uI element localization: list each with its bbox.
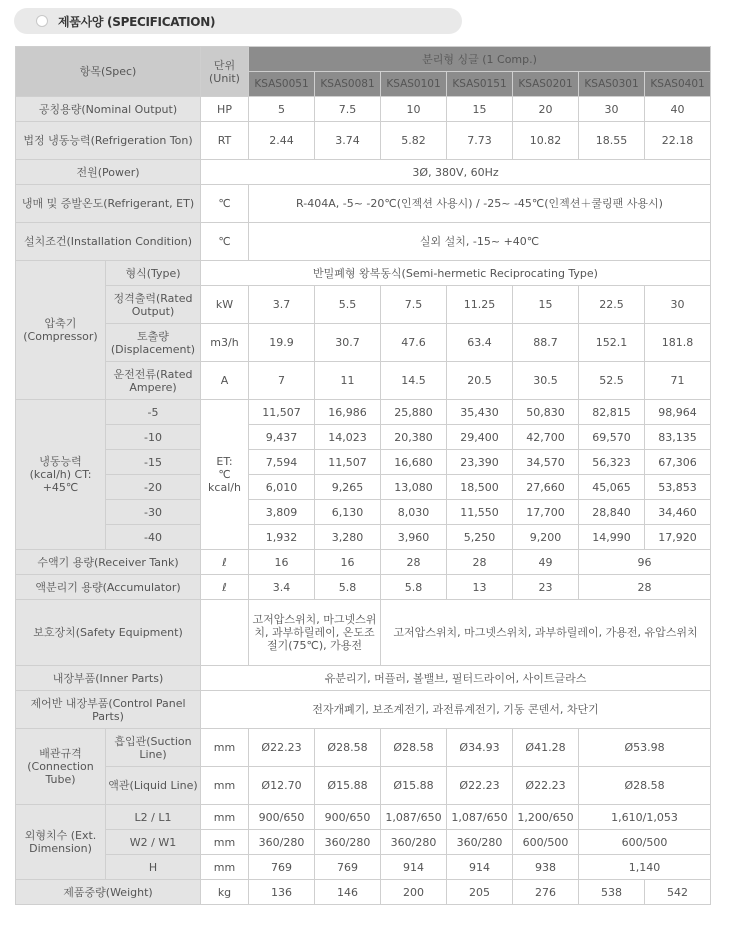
value-cell: 15 <box>447 97 513 122</box>
value-cell: 88.7 <box>513 324 579 362</box>
row-installation <box>16 223 711 261</box>
row-compressor-type <box>16 261 711 286</box>
value-cell: 28,840 <box>579 500 645 525</box>
row-capacity <box>16 450 711 475</box>
value-cell: 22.5 <box>579 286 645 324</box>
value-cell: 900/650 <box>249 805 315 830</box>
value-cell: 17,920 <box>645 525 711 550</box>
header-group: 분리형 싱글 (1 Comp.) <box>249 47 711 72</box>
value-inner-parts: 유분리기, 머플러, 볼밸브, 필터드라이어, 사이트글라스 <box>201 666 711 691</box>
value-cell: 42,700 <box>513 425 579 450</box>
header-unit: 단위 (Unit) <box>201 47 249 97</box>
value-cell: Ø53.98 <box>579 729 711 767</box>
label-dimension-h: H <box>106 855 201 880</box>
value-cell: 17,700 <box>513 500 579 525</box>
value-refrigerant: R-404A, -5~ -20℃(인젝션 사용시) / -25~ -45℃(인젝션＋쿨링팬 사용시) <box>249 185 711 223</box>
row-weight <box>16 880 711 905</box>
value-cell: 49 <box>513 550 579 575</box>
value-cell: 360/280 <box>315 830 381 855</box>
value-cell: 19.9 <box>249 324 315 362</box>
value-cell: 938 <box>513 855 579 880</box>
value-cell: Ø28.58 <box>381 729 447 767</box>
row-power <box>16 160 711 185</box>
value-cell: 3.74 <box>315 122 381 160</box>
value-cell: 20,380 <box>381 425 447 450</box>
section-title-bar <box>14 8 462 34</box>
value-cell: 5 <box>249 97 315 122</box>
value-cell: 28 <box>381 550 447 575</box>
value-cell: 22.18 <box>645 122 711 160</box>
row-control-parts <box>16 691 711 729</box>
unit-cell: kW <box>201 286 249 324</box>
value-power: 3Ø, 380V, 60Hz <box>201 160 711 185</box>
row-dimension-h <box>16 855 711 880</box>
value-cell: 769 <box>249 855 315 880</box>
unit-cell: RT <box>201 122 249 160</box>
value-cell: 205 <box>447 880 513 905</box>
value-cell: 5.82 <box>381 122 447 160</box>
value-control-parts: 전자개폐기, 보조계전기, 과전류계전기, 기동 콘덴서, 차단기 <box>201 691 711 729</box>
spec-table <box>15 46 711 905</box>
value-cell: Ø41.28 <box>513 729 579 767</box>
value-cell: 360/280 <box>249 830 315 855</box>
unit-cell: mm <box>201 767 249 805</box>
value-cell: 3.7 <box>249 286 315 324</box>
value-cell: Ø34.93 <box>447 729 513 767</box>
value-cell: 30 <box>579 97 645 122</box>
value-cell: 146 <box>315 880 381 905</box>
value-cell: 30 <box>645 286 711 324</box>
model-header: KSAS0101 <box>381 72 447 97</box>
value-cell: Ø12.70 <box>249 767 315 805</box>
row-inner-parts <box>16 666 711 691</box>
value-cell: 1,087/650 <box>447 805 513 830</box>
unit-cell: ℃ <box>201 185 249 223</box>
value-cell: Ø22.23 <box>513 767 579 805</box>
row-safety-equipment <box>16 600 711 666</box>
value-cell: 8,030 <box>381 500 447 525</box>
et-label: -40 <box>106 525 201 550</box>
value-cell: 769 <box>315 855 381 880</box>
label-compressor-type: 형식(Type) <box>106 261 201 286</box>
row-refrigeration-ton <box>16 122 711 160</box>
value-cell: 47.6 <box>381 324 447 362</box>
value-cell: 14,990 <box>579 525 645 550</box>
value-cell: Ø15.88 <box>381 767 447 805</box>
value-cell: 18,500 <box>447 475 513 500</box>
value-cell: 7,594 <box>249 450 315 475</box>
row-capacity <box>16 400 711 425</box>
unit-cell: mm <box>201 855 249 880</box>
label-power: 전원(Power) <box>16 160 201 185</box>
value-cell: 11,507 <box>249 400 315 425</box>
value-cell: 20 <box>513 97 579 122</box>
value-cell: 11.25 <box>447 286 513 324</box>
value-cell: 10.82 <box>513 122 579 160</box>
unit-cell: kg <box>201 880 249 905</box>
row-capacity <box>16 525 711 550</box>
value-cell: 181.8 <box>645 324 711 362</box>
row-nominal-output <box>16 97 711 122</box>
row-dimension-w <box>16 830 711 855</box>
section-title: 제품사양 (SPECIFICATION) <box>58 15 216 29</box>
value-cell: 96 <box>579 550 711 575</box>
unit-cell: ℓ <box>201 550 249 575</box>
value-cell: 600/500 <box>513 830 579 855</box>
value-cell: 28 <box>579 575 711 600</box>
row-receiver-tank <box>16 550 711 575</box>
label-connection-tube: 배관규격 (Connection Tube) <box>16 729 106 805</box>
row-capacity <box>16 425 711 450</box>
value-cell: 83,135 <box>645 425 711 450</box>
et-label: -15 <box>106 450 201 475</box>
unit-cell: ℓ <box>201 575 249 600</box>
value-cell: 23,390 <box>447 450 513 475</box>
unit-cell: mm <box>201 830 249 855</box>
label-rated-output: 정격출력(Rated Output) <box>106 286 201 324</box>
model-header: KSAS0201 <box>513 72 579 97</box>
value-cell: 3,280 <box>315 525 381 550</box>
value-cell: 1,140 <box>579 855 711 880</box>
unit-cell <box>201 600 249 666</box>
row-rated-output <box>16 286 711 324</box>
value-cell: 71 <box>645 362 711 400</box>
value-cell: 63.4 <box>447 324 513 362</box>
model-header: KSAS0301 <box>579 72 645 97</box>
label-dimension-l: L2 / L1 <box>106 805 201 830</box>
value-cell: 14,023 <box>315 425 381 450</box>
row-displacement <box>16 324 711 362</box>
value-cell: 200 <box>381 880 447 905</box>
value-cell: 538 <box>579 880 645 905</box>
value-cell: 28 <box>447 550 513 575</box>
value-cell: 30.5 <box>513 362 579 400</box>
value-cell: 360/280 <box>381 830 447 855</box>
value-cell: 16,680 <box>381 450 447 475</box>
value-cell: 13,080 <box>381 475 447 500</box>
value-cell: 914 <box>447 855 513 880</box>
value-cell: 5.8 <box>381 575 447 600</box>
value-cell: 276 <box>513 880 579 905</box>
value-cell: 5,250 <box>447 525 513 550</box>
label-rated-ampere: 운전전류(Rated Ampere) <box>106 362 201 400</box>
label-safety-equipment: 보호장치(Safety Equipment) <box>16 600 201 666</box>
label-capacity: 냉동능력 (kcal/h) CT: +45℃ <box>16 400 106 550</box>
value-cell: 52.5 <box>579 362 645 400</box>
value-cell: 67,306 <box>645 450 711 475</box>
value-cell: 16 <box>315 550 381 575</box>
value-cell: 69,570 <box>579 425 645 450</box>
value-cell: 45,065 <box>579 475 645 500</box>
label-compressor: 압축기 (Compressor) <box>16 261 106 400</box>
value-cell: 56,323 <box>579 450 645 475</box>
value-cell: 13 <box>447 575 513 600</box>
label-dimension-w: W2 / W1 <box>106 830 201 855</box>
value-cell: 18.55 <box>579 122 645 160</box>
value-cell: 98,964 <box>645 400 711 425</box>
label-suction-line: 흡입관(Suction Line) <box>106 729 201 767</box>
value-cell: 1,087/650 <box>381 805 447 830</box>
value-cell: 7.5 <box>381 286 447 324</box>
value-cell: 5.8 <box>315 575 381 600</box>
value-cell: 914 <box>381 855 447 880</box>
value-cell: 7.73 <box>447 122 513 160</box>
value-cell: 16 <box>249 550 315 575</box>
value-safety-rest: 고저압스위치, 마그넷스위치, 과부하릴레이, 가용전, 유압스위치 <box>381 600 711 666</box>
value-cell: 20.5 <box>447 362 513 400</box>
value-cell: 11 <box>315 362 381 400</box>
label-installation: 설치조건(Installation Condition) <box>16 223 201 261</box>
value-cell: 900/650 <box>315 805 381 830</box>
value-cell: 6,010 <box>249 475 315 500</box>
value-cell: 50,830 <box>513 400 579 425</box>
header-item: 항목(Spec) <box>16 47 201 97</box>
label-dimension: 외형치수 (Ext. Dimension) <box>16 805 106 880</box>
value-cell: 7 <box>249 362 315 400</box>
row-suction-line <box>16 729 711 767</box>
value-installation: 실외 설치, -15~ +40℃ <box>249 223 711 261</box>
value-cell: Ø22.23 <box>249 729 315 767</box>
et-label: -5 <box>106 400 201 425</box>
row-capacity <box>16 500 711 525</box>
value-cell: 542 <box>645 880 711 905</box>
row-accumulator <box>16 575 711 600</box>
model-header: KSAS0401 <box>645 72 711 97</box>
label-refrigeration-ton: 법정 냉동능력(Refrigeration Ton) <box>16 122 201 160</box>
header-row <box>16 47 711 72</box>
value-cell: 16,986 <box>315 400 381 425</box>
label-refrigerant: 냉매 및 증발온도(Refrigerant, ET) <box>16 185 201 223</box>
value-cell: 25,880 <box>381 400 447 425</box>
value-cell: Ø28.58 <box>315 729 381 767</box>
value-cell: 3,809 <box>249 500 315 525</box>
value-cell: 6,130 <box>315 500 381 525</box>
value-cell: 53,853 <box>645 475 711 500</box>
value-cell: 5.5 <box>315 286 381 324</box>
value-cell: 40 <box>645 97 711 122</box>
value-safety-first: 고저압스위치, 마그넷스위치, 과부하릴레이, 온도조절기(75℃), 가용전 <box>249 600 381 666</box>
value-cell: 35,430 <box>447 400 513 425</box>
et-label: -30 <box>106 500 201 525</box>
row-rated-ampere <box>16 362 711 400</box>
value-cell: 1,200/650 <box>513 805 579 830</box>
label-control-parts: 제어반 내장부품(Control Panel Parts) <box>16 691 201 729</box>
value-cell: 23 <box>513 575 579 600</box>
value-cell: 34,460 <box>645 500 711 525</box>
value-cell: 9,437 <box>249 425 315 450</box>
value-cell: 1,610/1,053 <box>579 805 711 830</box>
value-cell: 600/500 <box>579 830 711 855</box>
value-cell: 3,960 <box>381 525 447 550</box>
model-header: KSAS0081 <box>315 72 381 97</box>
value-cell: 136 <box>249 880 315 905</box>
value-cell: 3.4 <box>249 575 315 600</box>
value-cell: 10 <box>381 97 447 122</box>
label-nominal-output: 공칭용량(Nominal Output) <box>16 97 201 122</box>
value-cell: Ø22.23 <box>447 767 513 805</box>
value-cell: 152.1 <box>579 324 645 362</box>
value-cell: 7.5 <box>315 97 381 122</box>
et-label: -10 <box>106 425 201 450</box>
value-cell: 14.5 <box>381 362 447 400</box>
unit-cell: mm <box>201 729 249 767</box>
value-cell: 9,265 <box>315 475 381 500</box>
value-cell: 11,507 <box>315 450 381 475</box>
value-cell: 360/280 <box>447 830 513 855</box>
value-compressor-type: 반밀폐형 왕복동식(Semi-hermetic Reciprocating Type) <box>201 261 711 286</box>
value-cell: 2.44 <box>249 122 315 160</box>
et-label: -20 <box>106 475 201 500</box>
label-weight: 제품중량(Weight) <box>16 880 201 905</box>
unit-cell: HP <box>201 97 249 122</box>
unit-capacity: ET: ℃ kcal/h <box>201 400 249 550</box>
unit-cell: mm <box>201 805 249 830</box>
value-cell: Ø28.58 <box>579 767 711 805</box>
row-liquid-line <box>16 767 711 805</box>
value-cell: 9,200 <box>513 525 579 550</box>
label-displacement: 토출량 (Displacement) <box>106 324 201 362</box>
bullet-icon <box>36 15 48 27</box>
value-cell: 1,932 <box>249 525 315 550</box>
row-dimension-l <box>16 805 711 830</box>
unit-cell: m3/h <box>201 324 249 362</box>
unit-cell: ℃ <box>201 223 249 261</box>
value-cell: 30.7 <box>315 324 381 362</box>
row-refrigerant <box>16 185 711 223</box>
model-header: KSAS0151 <box>447 72 513 97</box>
row-capacity <box>16 475 711 500</box>
value-cell: 27,660 <box>513 475 579 500</box>
value-cell: 82,815 <box>579 400 645 425</box>
value-cell: 11,550 <box>447 500 513 525</box>
value-cell: 15 <box>513 286 579 324</box>
label-receiver-tank: 수액기 용량(Receiver Tank) <box>16 550 201 575</box>
label-liquid-line: 액관(Liquid Line) <box>106 767 201 805</box>
value-cell: Ø15.88 <box>315 767 381 805</box>
model-header: KSAS0051 <box>249 72 315 97</box>
value-cell: 34,570 <box>513 450 579 475</box>
label-accumulator: 액분리기 용량(Accumulator) <box>16 575 201 600</box>
value-cell: 29,400 <box>447 425 513 450</box>
unit-cell: A <box>201 362 249 400</box>
label-inner-parts: 내장부품(Inner Parts) <box>16 666 201 691</box>
